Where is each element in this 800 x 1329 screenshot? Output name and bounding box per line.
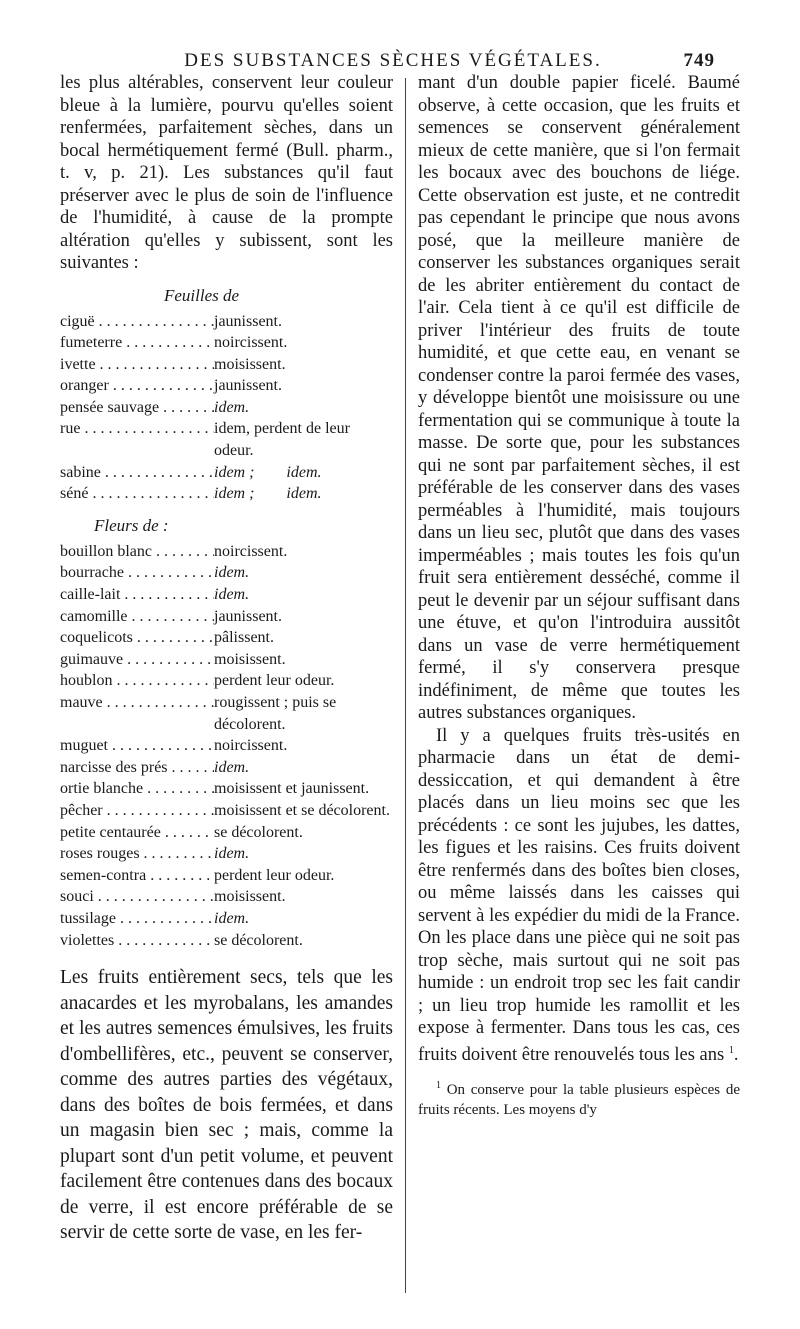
list-item: bouillon blanc . . . noircissent.: [60, 541, 393, 563]
list-item: ivette . . . moisissent.: [60, 354, 393, 376]
list-item: petite centaurée . . . se décolorent.: [60, 822, 393, 844]
footnote-mark: 1: [436, 1080, 441, 1092]
list-item: mauve . . . rougissent ; puis se décolorent.: [60, 692, 393, 735]
list-item: rue . . . idem, perdent de leur odeur.: [60, 418, 393, 461]
list-item: ortie blanche . . . moisissent et jaunissent.: [60, 778, 393, 800]
list-item: caille-lait . . . idem.: [60, 584, 393, 606]
list-item: oranger . . . jaunissent.: [60, 375, 393, 397]
list-item: bourrache . . . idem.: [60, 562, 393, 584]
list-item: semen-contra . . . perdent leur odeur.: [60, 865, 393, 887]
page-number: 749: [683, 50, 715, 71]
list-item: fumeterre . . . noircissent.: [60, 332, 393, 354]
flowers-list-title: Fleurs de :: [94, 515, 169, 535]
list-item: pensée sauvage . . . idem.: [60, 397, 393, 419]
header-title: DES SUBSTANCES SÈCHES VÉGÉTALES.: [184, 50, 602, 71]
footnote: [418, 1076, 740, 1120]
right-paragraph-2-text: Il y a quelques fruits très-usités en pharmacie dans un état de demi-dessiccation, et qui demandent à être placés dans un lieu moins sec que les précédents : ce sont les jujubes, les dattes, les figues et les raisins. Ces fruits doivent être renfermés dans des boîtes bien closes, ou même laissés dans les caisses qui servent à les expédier du midi de la France. On les place dans une pièce qui ne soit pas trop sèche, mais surtout qui ne soit pas humide : un endroit trop sec les fait candir ; un lieu trop humide les ramollit et les expose à fermenter. Dans tous les cas, ces fruits doivent être renouvelés tous les ans: [418, 725, 740, 1065]
list-item: houblon . . . perdent leur odeur.: [60, 670, 393, 692]
list-item: tussilage . . . idem.: [60, 908, 393, 930]
leaves-list-title: Feuilles de: [164, 285, 240, 305]
list-item: sabine . . . idem ; idem.: [60, 462, 393, 484]
list-item: narcisse des prés . . . idem.: [60, 757, 393, 779]
list-item: coquelicots . . . pâlissent.: [60, 627, 393, 649]
list-item: roses rouges . . . idem.: [60, 843, 393, 865]
list-item: séné . . . idem ; idem.: [60, 483, 393, 505]
list-item: pêcher . . . moisissent et se décolorent.: [60, 800, 393, 822]
column-divider: [405, 78, 406, 1293]
list-item: muguet . . . noircissent.: [60, 735, 393, 757]
footnote-text: On conserve pour la table plusieurs espèces de fruits récents. Les moyens d'y: [418, 1082, 740, 1119]
list-item: violettes . . . se décolorent.: [60, 930, 393, 952]
list-item: ciguë . . . jaunissent.: [60, 311, 393, 333]
list-item: souci . . . moisissent.: [60, 886, 393, 908]
flowers-list: [60, 541, 393, 951]
list-item: camomille . . . jaunissent.: [60, 606, 393, 628]
left-intro-paragraph: les plus altérables, conservent leur couleur bleue à la lumière, pourvu qu'elles soient renfermées, parfaitement sèches, dans un bocal hermétiquement fermé (Bull. pharm., t. v, p. 21). Les substances qu'il faut préserver avec le plus de soin de l'influence de l'humidité, à cause de la prompte altération qu'elles y subissent, sont les suivantes :: [60, 73, 393, 273]
left-column: [60, 72, 393, 1246]
leaves-list: [60, 311, 393, 505]
right-paragraph-2: Il y a quelques fruits très-usités en pharmacie dans un état de demi-dessiccation, et qui demandent à être placés dans un lieu moins sec que les précédents : ce sont les jujubes, les dattes, les figues et les raisins. Ces fruits doivent être renfermés dans des boîtes bien closes, ou même laissés dans les caisses qui servent à les expédier du midi de la France. On les place dans une pièce qui ne soit pas trop sèche, mais surtout qui ne soit pas humide : un endroit trop sec les fait candir ; un lieu trop humide les ramollit et les expose à fermenter. Dans tous les cas, ces fruits doivent être renouvelés tous les ans $^1$.: [418, 725, 740, 1065]
right-paragraph-1: mant d'un double papier ficelé. Baumé observe, à cette occasion, que les fruits et semences se conservent généralement mieux de cette manière, que si l'on fermait les bocaux avec des bouchons de liége. Cette observation est juste, et ne contredit pas cependant le principe que nous avons posé, que la meilleure manière de conserver les substances organiques serait de les abriter entièrement du contact de l'air. Cela tient à ce qu'il est difficile de priver l'intérieur des fruits de toute humidité, et que cette eau, en venant se condenser contre la paroi fermée des vases, y développe bientôt une moisissure ou une fermentation qui se communique à toute la masse. De sorte que, pour les substances qui ne sont par parfaitement sèches, il est préférable de les conserver dans des vases perméables à l'humidité, mais toujours dans un lieu sec, plutôt que dans des vases imperméables ; mais toutes les fois qu'un fruit sera entièrement desséché, comme il peut le devenir par un séjour suffisant dans une étuve, et qu'on l'introduira aussitôt dans un vase de verre hermétiquement fermé, il s'y conservera presque indéfiniment, de même que toutes les autres substances organiques.: [418, 73, 740, 723]
list-item: guimauve . . . moisissent.: [60, 649, 393, 671]
left-outro-paragraph: Les fruits entièrement secs, tels que les anacardes et les myrobalans, les amandes et les autres semences émulsives, les fruits d'ombellifères, etc., peuvent se conserver, comme des autres parties des végétaux, dans des boîtes de bois fermées, et dans un magasin bien sec ; mais, comme la plupart sont d'un petit volume, et peuvent facilement être contenues dans des bocaux de verre, il est encore préférable de se servir de cette sorte de vase, en les fer-: [60, 967, 393, 1244]
right-column: [418, 72, 740, 1120]
footnote-ref: 1: [728, 1044, 734, 1056]
